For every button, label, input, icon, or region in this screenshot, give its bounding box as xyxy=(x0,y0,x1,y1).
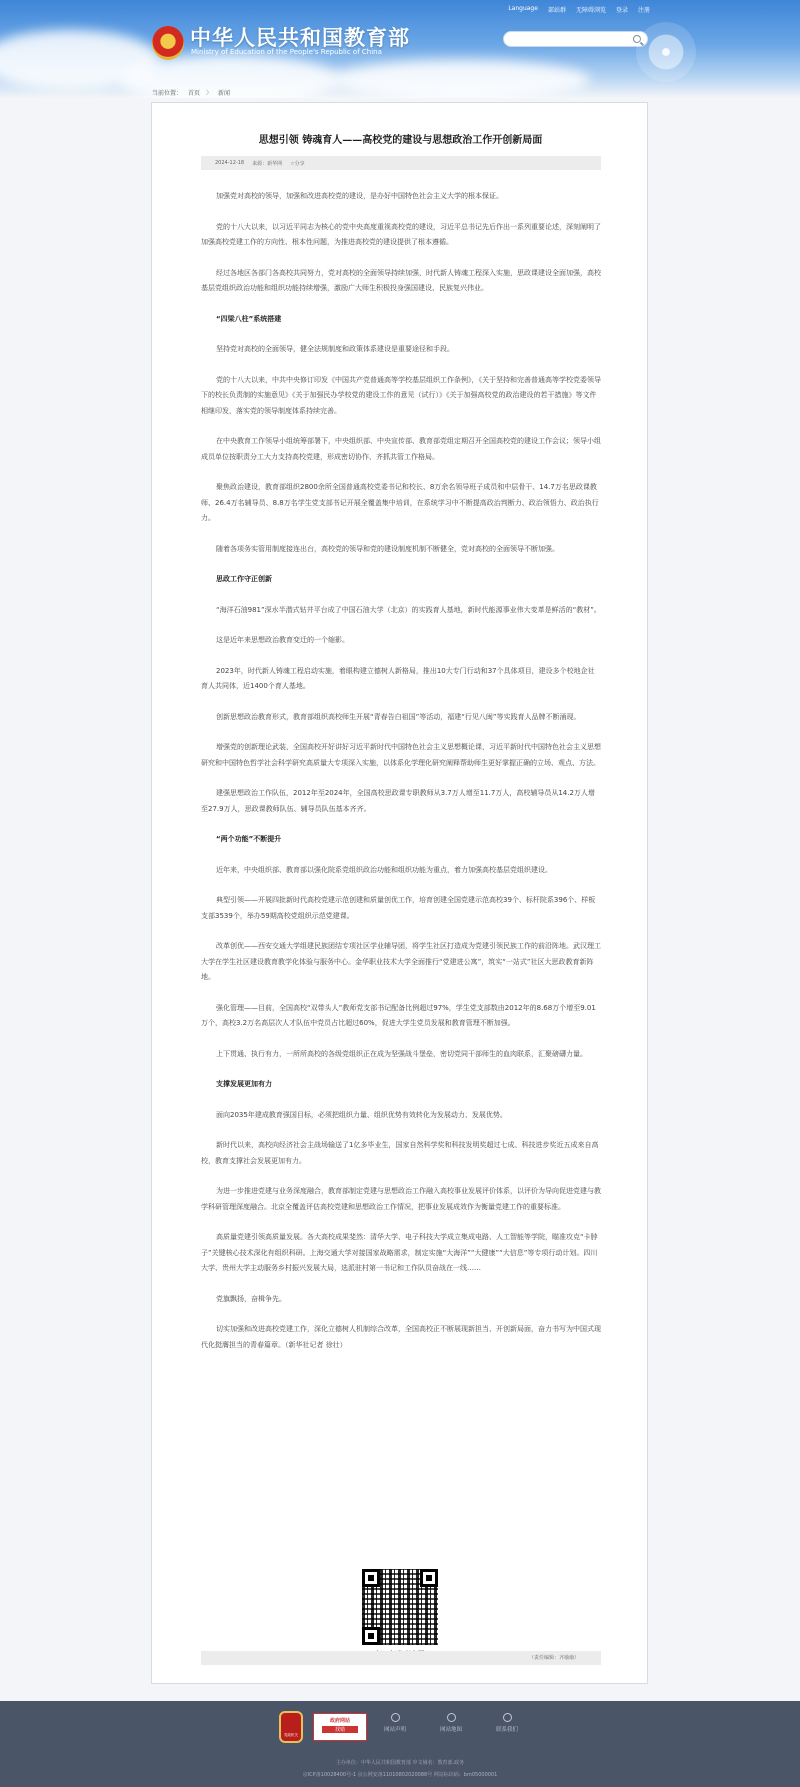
qr-code[interactable] xyxy=(362,1569,438,1645)
section-heading: 思政工作守正创新 xyxy=(216,575,272,583)
article-paragraph: 切实加强和改进高校党建工作，深化立德树人机制综合改革，全国高校正不断展现新担当、开创新局面，奋力书写为中国式现代化挺膺担当的青春篇章。（新华社记者 徐壮） xyxy=(201,1325,601,1349)
gov-site-error-badge[interactable] xyxy=(313,1713,367,1741)
qr-finder xyxy=(362,1627,380,1645)
article-paragraph: 增强党的创新理论武装，全国高校开好讲好习近平新时代中国特色社会主义思想概论课，习近平新时代中国特色社会主义思想研究和中国特色哲学社会科学研究高质量大专项深入实施，以体系化学理化研究阐释帮助师生更好掌握正确的立场、观点、方法。 xyxy=(201,743,601,767)
footer-link-label: 网站声明 xyxy=(383,1727,406,1733)
search-box xyxy=(503,31,648,47)
gov-badge-bottom: 找错 xyxy=(322,1726,358,1733)
article-paragraph: 这是近年来思想政治教育变迁的一个缩影。 xyxy=(216,636,349,644)
article-source: 来源：新华网 xyxy=(252,160,283,167)
article-paragraph: 党的十八大以来，中共中央修订印发《中国共产党普通高等学校基层组织工作条例》，《关于坚持和完善普通高等学校党委领导下的校长负责制的实施意见》《关于加强民办学校党的建设工作的意见（试行）》《关于加强高校党的政治建设的若干措施》等文件相继印发，落实党的领导制度体系持续完善。 xyxy=(201,375,601,415)
qr-finder xyxy=(420,1569,438,1587)
breadcrumb-separator: 〉 xyxy=(206,90,213,97)
breadcrumb-label: 当前位置： xyxy=(152,90,183,97)
footer-link-sitemap[interactable] xyxy=(434,1713,468,1733)
contacts-icon xyxy=(503,1713,512,1722)
article-paragraph: 随着各项务实管用制度接连出台，高校党的领导和党的建设制度机制不断健全，党对高校的全面领导不断加强。 xyxy=(216,544,559,553)
article-panel xyxy=(151,102,648,1684)
article-paragraph: 为进一步推进党建与业务深度融合，教育部制定党建与思想政治工作融入高校事业发展评价体系，以评价为导向促进党建与教学科研管理深度融合。北京全覆盖评估高校党建和思想政治工作情况，把事业发展成效作为衡量党建工作的重要标准。 xyxy=(201,1187,601,1211)
article-meta xyxy=(201,156,601,170)
site-title[interactable]: 中华人民共和国教育部 xyxy=(190,25,410,50)
article-paragraph: “海洋石油981”深水半潜式钻井平台成了中国石油大学（北京）的实践育人基地，新时代能源事业伟大变革是鲜活的“教材”。 xyxy=(216,605,601,614)
article-paragraph: 建强思想政治工作队伍，2012年至2024年，全国高校思政课专职教师从3.7万人增至11.7万人，高校辅导员从14.2万人增至27.9万人，思政课教师队伍、辅导员队伍基本齐齐。 xyxy=(201,789,595,813)
nav-register[interactable]: 注册 xyxy=(637,7,650,14)
article-paragraph: 创新思想政治教育形式，教育部组织高校师生开展“青春告白祖国”等活动，福建“行见八闽”等实践育人品牌不断涌现。 xyxy=(216,712,581,721)
footer-link-statement[interactable] xyxy=(378,1713,412,1733)
nav-site-group[interactable]: 部站群 xyxy=(547,7,566,14)
article-paragraph: 坚持党对高校的全面领导，健全法规制度和政策体系建设是重要途径和手段。 xyxy=(216,345,454,353)
footer-icp: 京ICP备10028400号-1 京公网安备11010802020088号 网站标识码：bm05000001 xyxy=(302,1772,498,1778)
site-footer xyxy=(0,1701,800,1787)
footer-link-label: 联系我们 xyxy=(495,1727,518,1733)
section-heading: “两个功能”不断提升 xyxy=(216,835,282,843)
party-organ-badge[interactable] xyxy=(279,1711,303,1743)
location-pin-icon xyxy=(447,1713,456,1722)
article-paragraph: 高质量党建引领高质量发展。各大高校成果斐然：清华大学、电子科技大学成立集成电路、人工智能等学院，瞄准攻克“卡脖子”关键核心技术深化有组织科研。上海交通大学对接国家战略需求，制定实施“大海洋”“大健康”“大信息”等专项行动计划。四川大学、贵州大学主动服务乡村振兴发展大局，选派驻村第一书记和工作队员奋战在一线…… xyxy=(201,1233,598,1272)
article-paragraph: 新时代以来，高校向经济社会主战场输送了1亿多毕业生，国家自然科学奖和科技发明奖超过七成、科技进步奖近五成来自高校，教育支撑社会发展更加有力。 xyxy=(201,1141,599,1165)
section-heading: 支撑发展更加有力 xyxy=(216,1080,272,1088)
article-paragraph: 聚焦政治建设，教育部组织2800余所全国普通高校党委书记和校长、8万余名领导班子成员和中层骨干、14.7万名思政课教师、26.4万名辅导员、8.8万名学生党支部书记开展全覆盖集中培训，在系统学习中不断提高政治判断力、政治领悟力、政治执行力。 xyxy=(201,483,599,522)
section-heading: “四梁八柱”系统搭建 xyxy=(216,314,282,323)
article-date: 2024-12-18 xyxy=(215,160,245,166)
qr-share xyxy=(360,1569,440,1659)
top-nav xyxy=(508,5,650,14)
search-input[interactable] xyxy=(512,39,632,53)
cloud-decoration xyxy=(330,60,590,98)
footer-organizer: 主办单位：中华人民共和国教育部 中文域名：教育部.政务 xyxy=(335,1760,465,1766)
party-badge-label: 党政机关 xyxy=(284,1733,298,1737)
editor-credit: （责任编辑：齐瑜瑜） xyxy=(528,1655,579,1661)
article-paragraph: 经过各地区各部门各高校共同努力，党对高校的全面领导持续加强，时代新人铸魂工程深入实施，思政课建设全面加强，高校基层党组织政治功能和组织功能持续增强，激励广大师生积极投身强国建设、民族复兴伟业。 xyxy=(201,268,601,292)
footer-link-label: 网站地图 xyxy=(439,1727,462,1733)
nav-accessibility[interactable]: 无障碍浏览 xyxy=(575,7,606,14)
article-paragraph: 党的十八大以来，以习近平同志为核心的党中央高度重视高校党的建设，习近平总书记先后作出一系列重要论述，深刻阐明了加强高校党建工作的方向性、根本性问题，为推进高校党的建设提供了根本遵循。 xyxy=(201,222,601,246)
editor-bar xyxy=(201,1651,601,1665)
share-label: 分享 xyxy=(294,160,305,167)
article-title: 思想引领 铸魂育人——高校党的建设与思想政治工作开创新局面 xyxy=(258,135,543,146)
gov-badge-top: 政府网站 xyxy=(329,1718,350,1724)
breadcrumb-current[interactable]: 新闻 xyxy=(218,90,231,97)
article-paragraph: 面向2035年建成教育强国目标，必须把组织力量、组织优势有效转化为发展动力、发展优势。 xyxy=(216,1110,507,1119)
national-emblem-icon xyxy=(152,26,184,60)
article-paragraph: 强化管理——目前，全国高校“双带头人”教师党支部书记配备比例超过97%，学生党支部数由2012年的8.68万个增至9.01万个，高校3.2万名高层次人才队伍中党员占比超过60%，促进大学生党员发展和教育管理不断加强。 xyxy=(201,1003,596,1027)
footer-link-contact[interactable] xyxy=(490,1713,524,1733)
nav-login[interactable]: 登录 xyxy=(615,7,628,14)
article-paragraph: 加强党对高校的领导，加强和改进高校党的建设，是办好中国特色社会主义大学的根本保证。 xyxy=(216,192,503,200)
breadcrumb-home[interactable]: 首页 xyxy=(188,90,201,97)
person-icon xyxy=(391,1713,400,1722)
qr-finder xyxy=(362,1569,380,1587)
article-paragraph: 改革创优——西安交通大学组建民族团结专项社区学业辅导团，将学生社区打造成为党建引领民族工作的前沿阵地。武汉理工大学在学生社区建设教育教学化体验与服务中心。金华职业技术大学全面推行“党建进公寓”，筑实“一站式”社区大思政教育新阵地。 xyxy=(201,942,601,981)
site-header xyxy=(0,0,800,98)
article-paragraph: 在中央教育工作领导小组统筹部署下，中央组织部、中央宣传部、教育部党组定期召开全国高校党的建设工作会议；领导小组成员单位按职责分工大力支持高校党建，形成密切协作、齐抓共管工作格局。 xyxy=(201,437,601,461)
article-body xyxy=(201,189,601,1368)
share-icon: ☆ xyxy=(290,160,295,167)
nav-language[interactable]: Language xyxy=(508,5,538,12)
article-paragraph: 上下贯通、执行有力，一所所高校的各级党组织正在成为坚强战斗堡垒，密切党同干部师生的血肉联系，汇聚磅礴力量。 xyxy=(216,1049,587,1058)
breadcrumb xyxy=(152,88,230,97)
article-paragraph: 党旗飘扬，奋楫争先。 xyxy=(216,1294,286,1303)
footer-links xyxy=(378,1713,524,1733)
site-title-en: Ministry of Education of the People's Republic of China xyxy=(191,48,382,56)
share-button[interactable] xyxy=(290,160,305,167)
article-paragraph: 近年来，中央组织部、教育部以强化院系党组织政治功能和组织功能为重点，着力加强高校基层党组织建设。 xyxy=(216,865,552,874)
article-paragraph: 典型引领——开展四批新时代高校党建示范创建和质量创优工作，培育创建全国党建示范高校39个、标杆院系396个、样板支部3539个，举办59期高校党组织示范党建课。 xyxy=(201,896,596,920)
dandelion-decoration xyxy=(636,22,696,82)
article-paragraph: 2023年，时代新人铸魂工程启动实施，着眼构建立德树人新格局，推出10大专门行动和37个具体项目，建设多个校地企社育人共同体，近1400个育人基地。 xyxy=(201,666,595,690)
